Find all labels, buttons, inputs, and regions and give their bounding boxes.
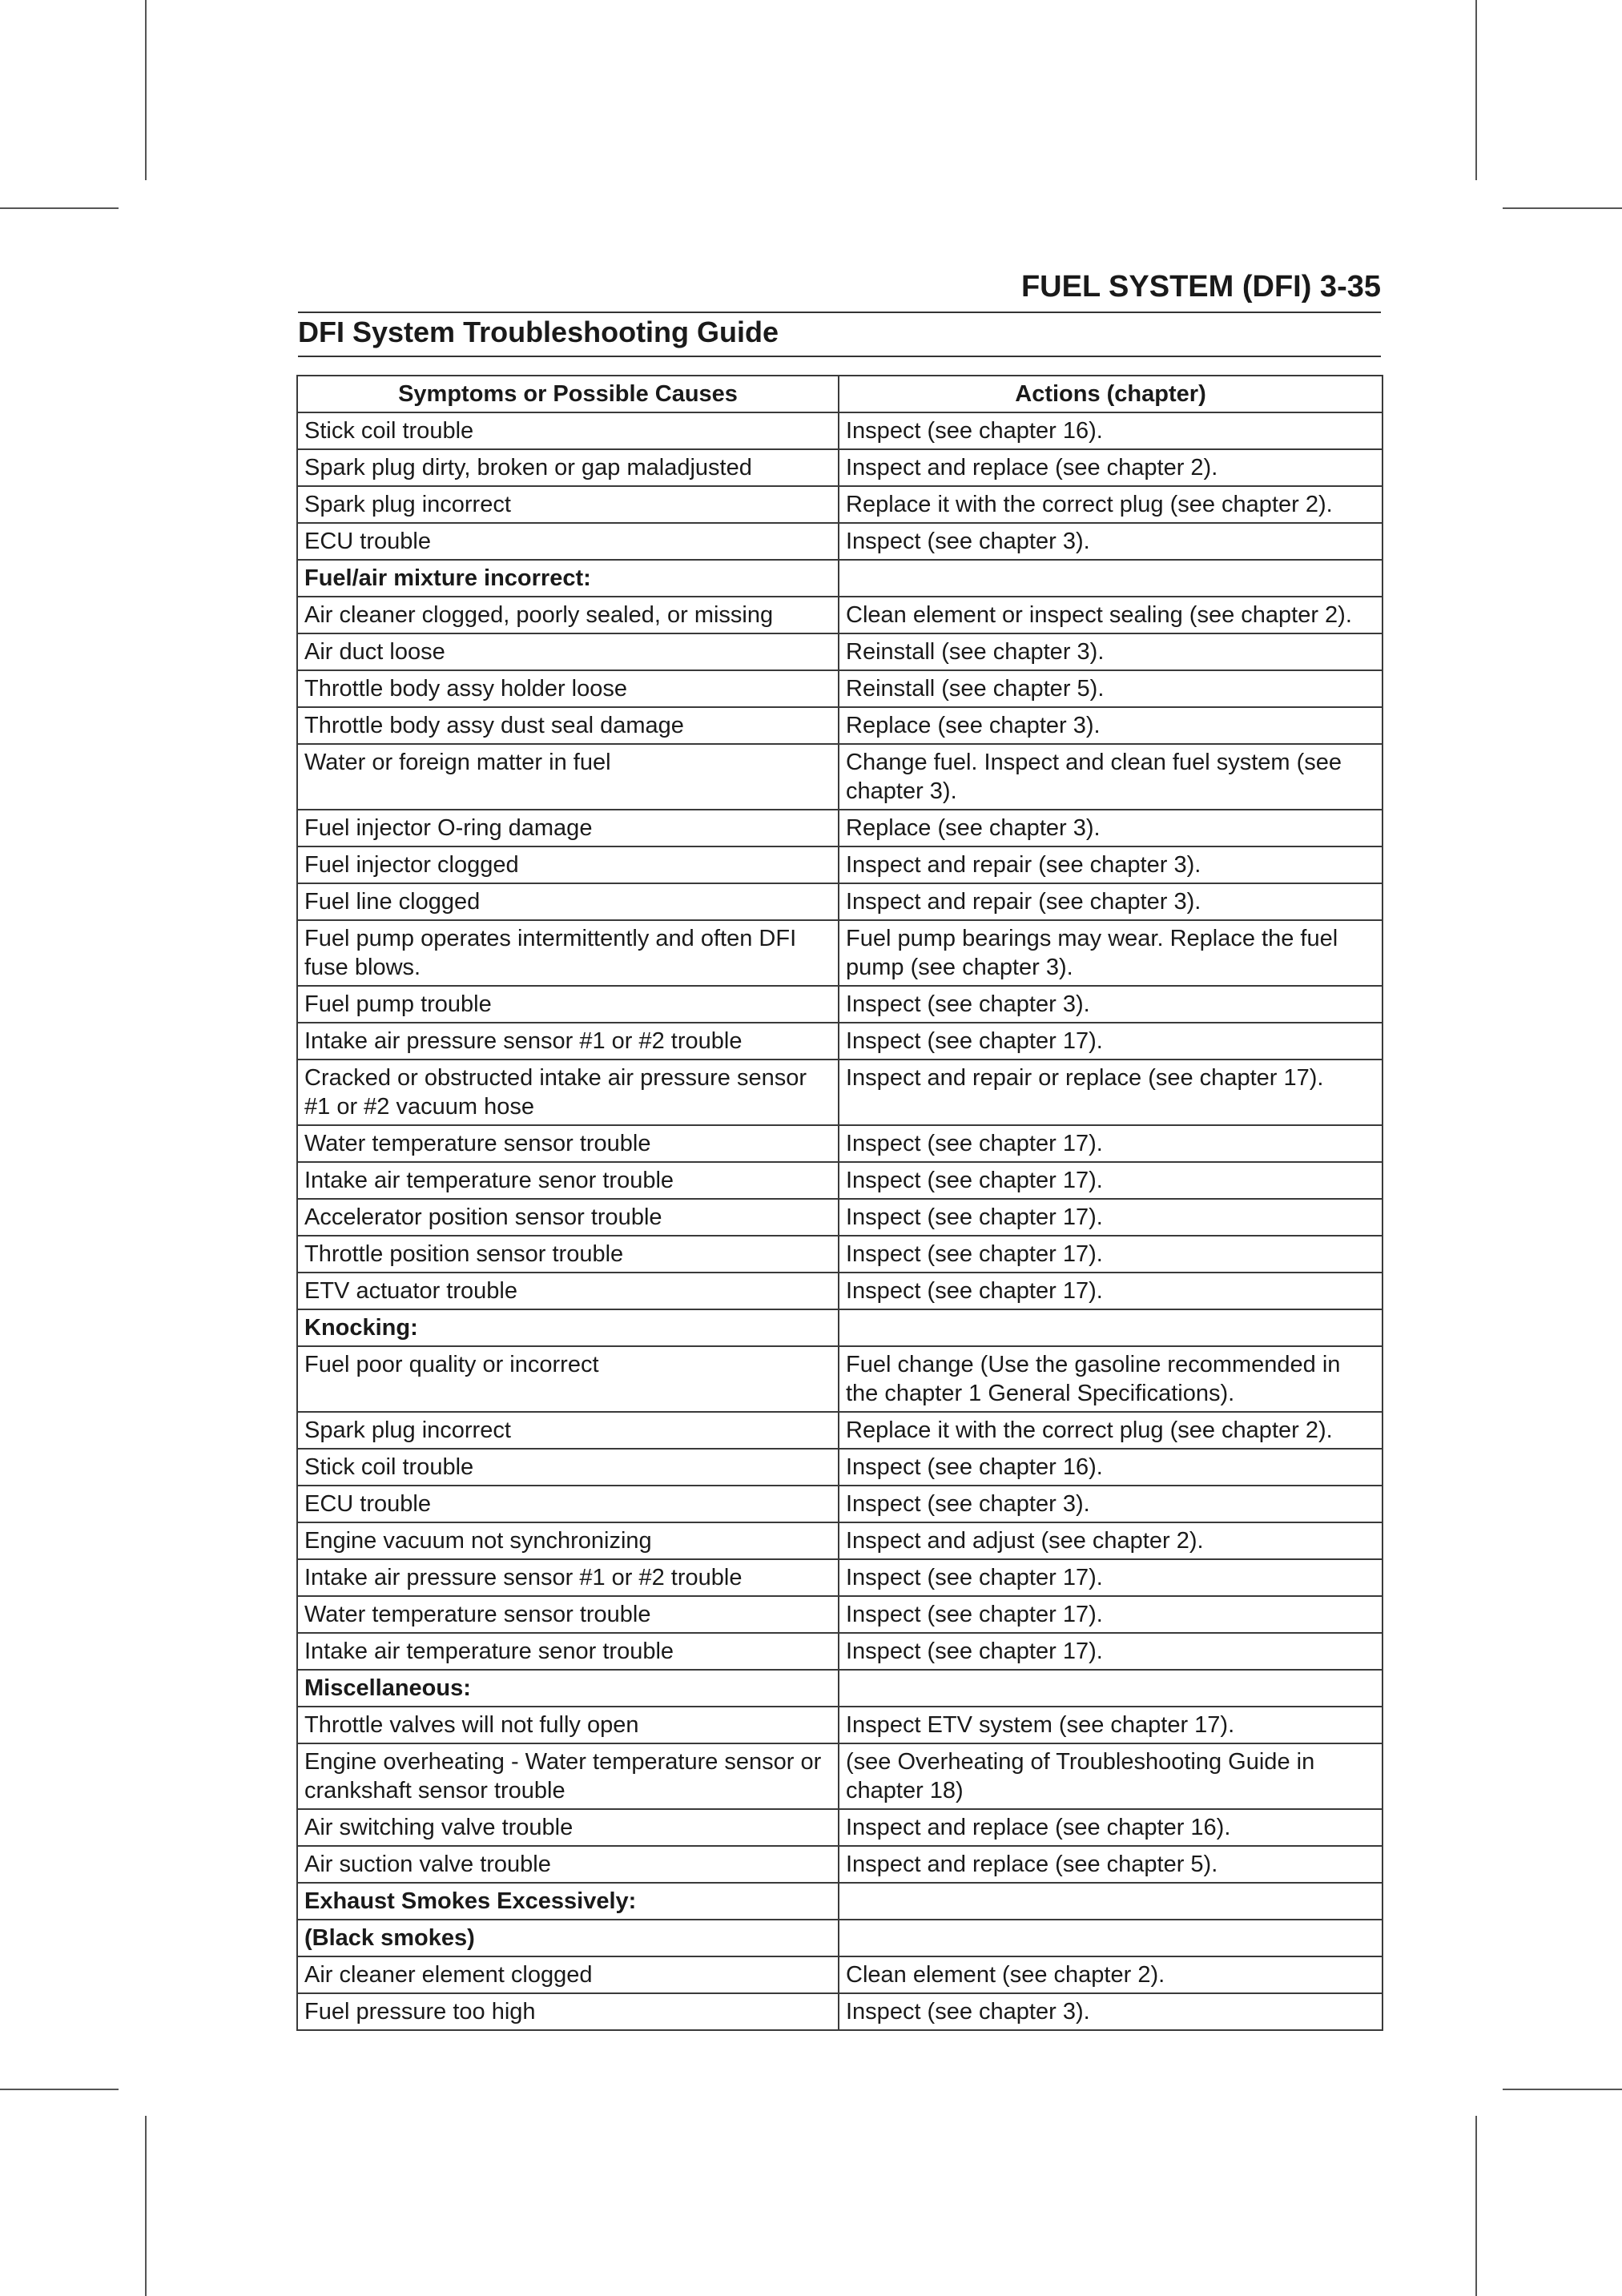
table-row	[297, 1486, 1383, 1522]
cause-cell: Stick coil trouble	[297, 1449, 839, 1486]
table-group-row	[297, 1670, 1383, 1707]
action-cell	[839, 1309, 1383, 1346]
action-cell: Reinstall (see chapter 3).	[839, 633, 1383, 670]
column-header-actions: Actions (chapter)	[839, 376, 1383, 412]
cause-cell: Intake air pressure sensor #1 or #2 trouble	[297, 1023, 839, 1060]
crop-mark	[1475, 0, 1477, 180]
table-row	[297, 633, 1383, 670]
cause-cell: Water temperature sensor trouble	[297, 1596, 839, 1633]
action-cell: Inspect (see chapter 17).	[839, 1633, 1383, 1670]
table-group-row	[297, 1883, 1383, 1920]
crop-mark	[0, 2089, 119, 2090]
crop-mark	[1503, 207, 1622, 209]
table-row	[297, 1060, 1383, 1125]
action-cell: Inspect and repair or replace (see chapter 17).	[839, 1060, 1383, 1125]
cause-cell: (Black smokes)	[297, 1920, 839, 1956]
crop-mark	[1503, 2089, 1622, 2090]
cause-cell: Spark plug incorrect	[297, 1412, 839, 1449]
cause-cell: Cracked or obstructed intake air pressure sensor #1 or #2 vacuum hose	[297, 1060, 839, 1125]
cause-cell: Spark plug dirty, broken or gap maladjusted	[297, 449, 839, 486]
title-rule	[298, 356, 1381, 357]
action-cell: Replace (see chapter 3).	[839, 707, 1383, 744]
cause-cell: Spark plug incorrect	[297, 486, 839, 523]
section-title: DFI System Troubleshooting Guide	[298, 316, 779, 348]
action-cell	[839, 1883, 1383, 1920]
cause-cell: Engine overheating - Water temperature sensor or crankshaft sensor trouble	[297, 1743, 839, 1809]
table-row	[297, 920, 1383, 986]
table-row	[297, 986, 1383, 1023]
cause-cell: ECU trouble	[297, 523, 839, 560]
cause-cell: ETV actuator trouble	[297, 1273, 839, 1309]
cause-cell: Throttle body assy holder loose	[297, 670, 839, 707]
cause-cell: Fuel injector O-ring damage	[297, 810, 839, 846]
table-row	[297, 1809, 1383, 1846]
table-row	[297, 1993, 1383, 2030]
table-row	[297, 883, 1383, 920]
action-cell: Reinstall (see chapter 5).	[839, 670, 1383, 707]
table-row	[297, 744, 1383, 810]
action-cell: Inspect ETV system (see chapter 17).	[839, 1707, 1383, 1743]
cause-cell: Fuel pump operates intermittently and often DFI fuse blows.	[297, 920, 839, 986]
cause-cell: Intake air pressure sensor #1 or #2 trouble	[297, 1559, 839, 1596]
action-cell: Inspect (see chapter 17).	[839, 1273, 1383, 1309]
cause-cell: Stick coil trouble	[297, 412, 839, 449]
table-row	[297, 1633, 1383, 1670]
action-cell: Inspect (see chapter 17).	[839, 1596, 1383, 1633]
table-row	[297, 1707, 1383, 1743]
action-cell: Inspect and adjust (see chapter 2).	[839, 1522, 1383, 1559]
table-row	[297, 486, 1383, 523]
action-cell: Inspect (see chapter 16).	[839, 1449, 1383, 1486]
action-cell: Inspect (see chapter 16).	[839, 412, 1383, 449]
cause-cell: Fuel injector clogged	[297, 846, 839, 883]
table-row	[297, 1743, 1383, 1809]
cause-cell: Fuel pump trouble	[297, 986, 839, 1023]
crop-mark	[0, 207, 119, 209]
troubleshooting-table	[296, 375, 1383, 2031]
table-row	[297, 1273, 1383, 1309]
action-cell: Inspect (see chapter 17).	[839, 1199, 1383, 1236]
cause-cell: Air duct loose	[297, 633, 839, 670]
cause-cell: Air switching valve trouble	[297, 1809, 839, 1846]
cause-cell: Fuel/air mixture incorrect:	[297, 560, 839, 597]
table-group-row	[297, 1309, 1383, 1346]
action-cell: Inspect (see chapter 17).	[839, 1023, 1383, 1060]
cause-cell: Throttle valves will not fully open	[297, 1707, 839, 1743]
cause-cell: Miscellaneous:	[297, 1670, 839, 1707]
action-cell: Inspect (see chapter 3).	[839, 1486, 1383, 1522]
table-row	[297, 670, 1383, 707]
action-cell: Inspect and repair (see chapter 3).	[839, 846, 1383, 883]
action-cell: Replace it with the correct plug (see chapter 2).	[839, 486, 1383, 523]
table-row	[297, 1449, 1383, 1486]
cause-cell: Air cleaner clogged, poorly sealed, or missing	[297, 597, 839, 633]
action-cell: Change fuel. Inspect and clean fuel system (see chapter 3).	[839, 744, 1383, 810]
table-row	[297, 597, 1383, 633]
action-cell: Replace (see chapter 3).	[839, 810, 1383, 846]
action-cell: Inspect and repair (see chapter 3).	[839, 883, 1383, 920]
cause-cell: Throttle body assy dust seal damage	[297, 707, 839, 744]
column-header-causes: Symptoms or Possible Causes	[297, 376, 839, 412]
table-header-row	[297, 376, 1383, 412]
table-row	[297, 1162, 1383, 1199]
table-row	[297, 1236, 1383, 1273]
action-cell: (see Overheating of Troubleshooting Guide in chapter 18)	[839, 1743, 1383, 1809]
cause-cell: Accelerator position sensor trouble	[297, 1199, 839, 1236]
cause-cell: Throttle position sensor trouble	[297, 1236, 839, 1273]
table-row	[297, 1125, 1383, 1162]
action-cell: Inspect (see chapter 17).	[839, 1559, 1383, 1596]
action-cell: Inspect and replace (see chapter 5).	[839, 1846, 1383, 1883]
table-row	[297, 1956, 1383, 1993]
table-group-row	[297, 560, 1383, 597]
crop-mark	[145, 2116, 147, 2296]
cause-cell: Knocking:	[297, 1309, 839, 1346]
table-row	[297, 1596, 1383, 1633]
cause-cell: Water or foreign matter in fuel	[297, 744, 839, 810]
action-cell: Fuel change (Use the gasoline recommended in the chapter 1 General Specifications).	[839, 1346, 1383, 1412]
cause-cell: Engine vacuum not synchronizing	[297, 1522, 839, 1559]
table-row	[297, 1522, 1383, 1559]
cause-cell: Air cleaner element clogged	[297, 1956, 839, 1993]
action-cell: Fuel pump bearings may wear. Replace the fuel pump (see chapter 3).	[839, 920, 1383, 986]
page-header: FUEL SYSTEM (DFI) 3-35	[1020, 270, 1381, 304]
action-cell: Inspect (see chapter 3).	[839, 986, 1383, 1023]
action-cell: Inspect (see chapter 3).	[839, 1993, 1383, 2030]
action-cell	[839, 1670, 1383, 1707]
table-row	[297, 846, 1383, 883]
cause-cell: Water temperature sensor trouble	[297, 1125, 839, 1162]
cause-cell: Air suction valve trouble	[297, 1846, 839, 1883]
action-cell: Inspect and replace (see chapter 2).	[839, 449, 1383, 486]
crop-mark	[1475, 2116, 1477, 2296]
action-cell	[839, 560, 1383, 597]
cause-cell: Fuel pressure too high	[297, 1993, 839, 2030]
table-row	[297, 523, 1383, 560]
table-row	[297, 449, 1383, 486]
action-cell: Clean element or inspect sealing (see chapter 2).	[839, 597, 1383, 633]
table-row	[297, 1023, 1383, 1060]
action-cell: Replace it with the correct plug (see chapter 2).	[839, 1412, 1383, 1449]
table-row	[297, 707, 1383, 744]
table-body	[297, 412, 1383, 2030]
action-cell: Clean element (see chapter 2).	[839, 1956, 1383, 1993]
crop-mark	[145, 0, 147, 180]
table-row	[297, 412, 1383, 449]
action-cell: Inspect (see chapter 3).	[839, 523, 1383, 560]
cause-cell: Intake air temperature senor trouble	[297, 1162, 839, 1199]
table-row	[297, 1199, 1383, 1236]
action-cell: Inspect (see chapter 17).	[839, 1236, 1383, 1273]
action-cell: Inspect and replace (see chapter 16).	[839, 1809, 1383, 1846]
table-row	[297, 1346, 1383, 1412]
table-row	[297, 1412, 1383, 1449]
cause-cell: Intake air temperature senor trouble	[297, 1633, 839, 1670]
table-row	[297, 1846, 1383, 1883]
cause-cell: ECU trouble	[297, 1486, 839, 1522]
cause-cell: Exhaust Smokes Excessively:	[297, 1883, 839, 1920]
action-cell	[839, 1920, 1383, 1956]
table-row	[297, 810, 1383, 846]
cause-cell: Fuel line clogged	[297, 883, 839, 920]
cause-cell: Fuel poor quality or incorrect	[297, 1346, 839, 1412]
action-cell: Inspect (see chapter 17).	[839, 1162, 1383, 1199]
table-group-row	[297, 1920, 1383, 1956]
action-cell: Inspect (see chapter 17).	[839, 1125, 1383, 1162]
table-row	[297, 1559, 1383, 1596]
